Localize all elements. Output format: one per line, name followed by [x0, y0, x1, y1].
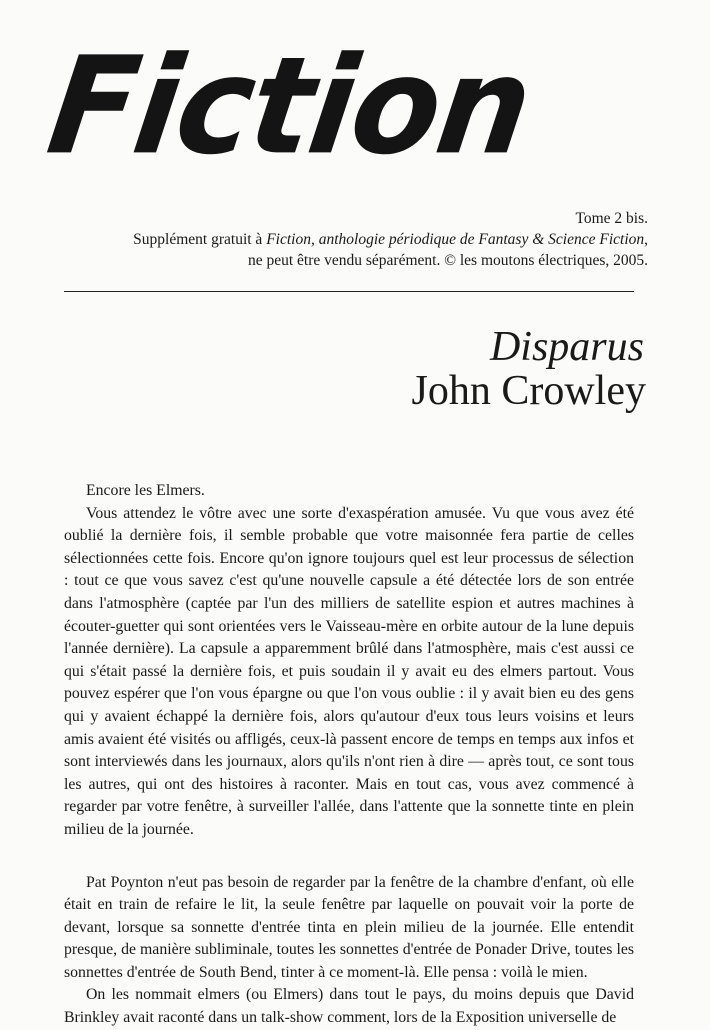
paragraph: Vous attendez le vôtre avec une sorte d'exaspération amusée. Vu que vous avez été oublié la dernière fois, il semble probable que votre maisonnée fera partie de celles sélectionnées cette fois. Encore qu'on ignore toujours quel est leur processus de sélection : tout ce que vous savez c'est qu'une nouvelle capsule a été détectée lors de son entrée dans l'atmosphère (captée par l'un des milliers de satellite espion et autres machines à écouter-guetter qui sont orientées vers le Vaisseau-mère en orbite autour de la lune depuis l'année dernière). La capsule a apparemment brûlé dans l'atmosphère, mais c'est aussi ce qui s'était passé la dernière fois, et puis soudain il y avait eu des elmers partout. Vous pouvez espérer que l'on vous épargne ou que l'on vous oublie : il y avait bien eu des gens qui y avaient échappé la dernière fois, alors qu'autour d'eux tous leurs voisins et leurs amis avaient été visités ou affligés, ceux-là passent encore de temps en temps aux infos et sont interviewés dans les journaux, alors qu'ils n'ont rien à dire — après tout, ce sont tous les autres, qui ont des histoires à raconter. Mais en tout cas, vous avez commencé à regarder par votre fenêtre, à surveiller l'allée, dans l'attente que la sonnette tinte en plein milieu de la journée. — [64, 504, 634, 838]
fiction-logo: Fiction — [39, 28, 539, 185]
supplement-suffix: , — [644, 231, 648, 248]
copyright-line: ne peut être vendu séparément. © les moutons électriques, 2005. — [247, 252, 648, 269]
volume-label: Tome 2 bis. — [575, 210, 648, 227]
paragraph: Pat Poynton n'eut pas besoin de regarder par la fenêtre de la chambre d'enfant, où elle était en train de refaire le lit, la seule fenêtre par laquelle on pouvait voir la porte de devant, lorsque sa sonnette d'entrée tinta en plein milieu de la journée. Elle entendit presque, de manière subliminale, toutes les sonnettes d'entrée de Ponader Drive, toutes les sonnettes d'entrée de South Bend, tinter à ce moment-là. Elle pensa : voilà le mien. — [64, 873, 634, 981]
anthology-title: Fiction, anthologie périodique de Fantasy & Science Fiction — [266, 231, 645, 248]
paragraph: On les nommait elmers (ou Elmers) dans tout le pays, du moins depuis que David Brinkley avait raconté dans un talk-show comment, lors de la Exposition universelle de — [64, 986, 634, 1027]
supplement-line — [48, 229, 648, 250]
story-title: Disparus — [489, 324, 644, 370]
supplement-notice — [48, 208, 648, 271]
paragraph: Encore les Elmers. — [86, 482, 205, 499]
story-author: John Crowley — [411, 368, 646, 414]
story-body — [64, 480, 634, 1030]
header-divider — [64, 291, 634, 292]
supplement-prefix: Supplément gratuit à — [133, 231, 267, 248]
